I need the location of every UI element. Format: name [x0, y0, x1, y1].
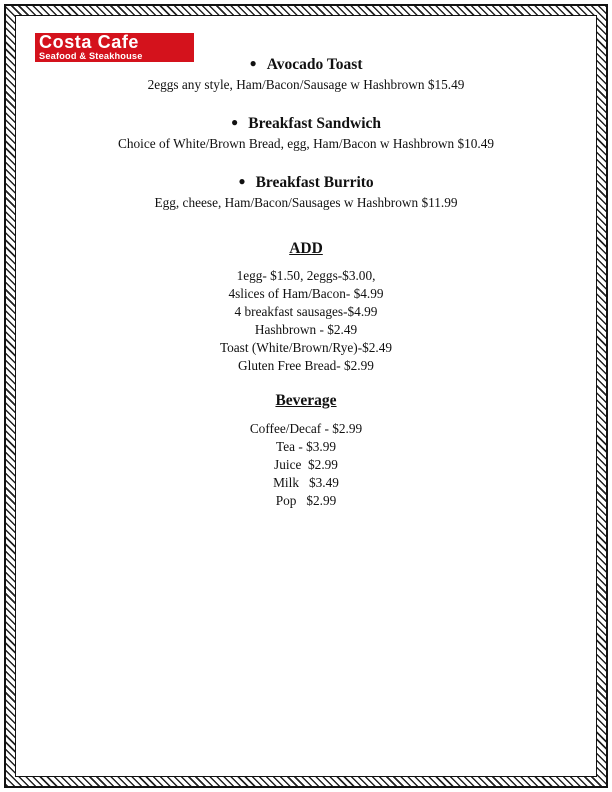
menu-item-description: Choice of White/Brown Bread, egg, Ham/Bacon w Hashbrown $10.49 [117, 136, 495, 151]
bullet-icon: ● [238, 174, 246, 188]
logo-name: Costa Cafe [39, 32, 140, 52]
bullet-icon: ● [230, 115, 239, 129]
beverage-heading: Beverage [275, 392, 337, 409]
beverage-line: Juice $2.99 [274, 457, 338, 472]
beverage-line: Tea - $3.99 [276, 439, 336, 454]
menu-item-description: Egg, cheese, Ham/Bacon/Sausages w Hashbrown $11.99 [154, 195, 458, 210]
add-line: Toast (White/Brown/Rye)-$2.49 [219, 340, 393, 355]
add-line: 1egg- $1.50, 2eggs-$3.00, [236, 268, 376, 283]
menu-item-title: ● Breakfast Sandwich [230, 115, 382, 132]
menu-item-title: ● Breakfast Burrito [238, 174, 374, 191]
bullet-icon: ● [249, 56, 257, 70]
beverage-line: Coffee/Decaf - $2.99 [249, 421, 363, 436]
beverage-line: Pop $2.99 [275, 493, 337, 508]
add-line: Gluten Free Bread- $2.99 [238, 358, 374, 373]
add-line: Hashbrown - $2.49 [254, 322, 358, 337]
add-line: 4slices of Ham/Bacon- $4.99 [228, 286, 384, 301]
menu-item-title: ● Avocado Toast [249, 56, 363, 73]
logo-tagline: Seafood & Steakhouse [39, 51, 143, 61]
add-line: 4 breakfast sausages-$4.99 [234, 304, 378, 319]
menu-item-description: 2eggs any style, Ham/Bacon/Sausage w Hashbrown $15.49 [147, 77, 465, 92]
beverage-line: Milk $3.49 [273, 475, 339, 490]
add-heading: ADD [289, 240, 323, 257]
